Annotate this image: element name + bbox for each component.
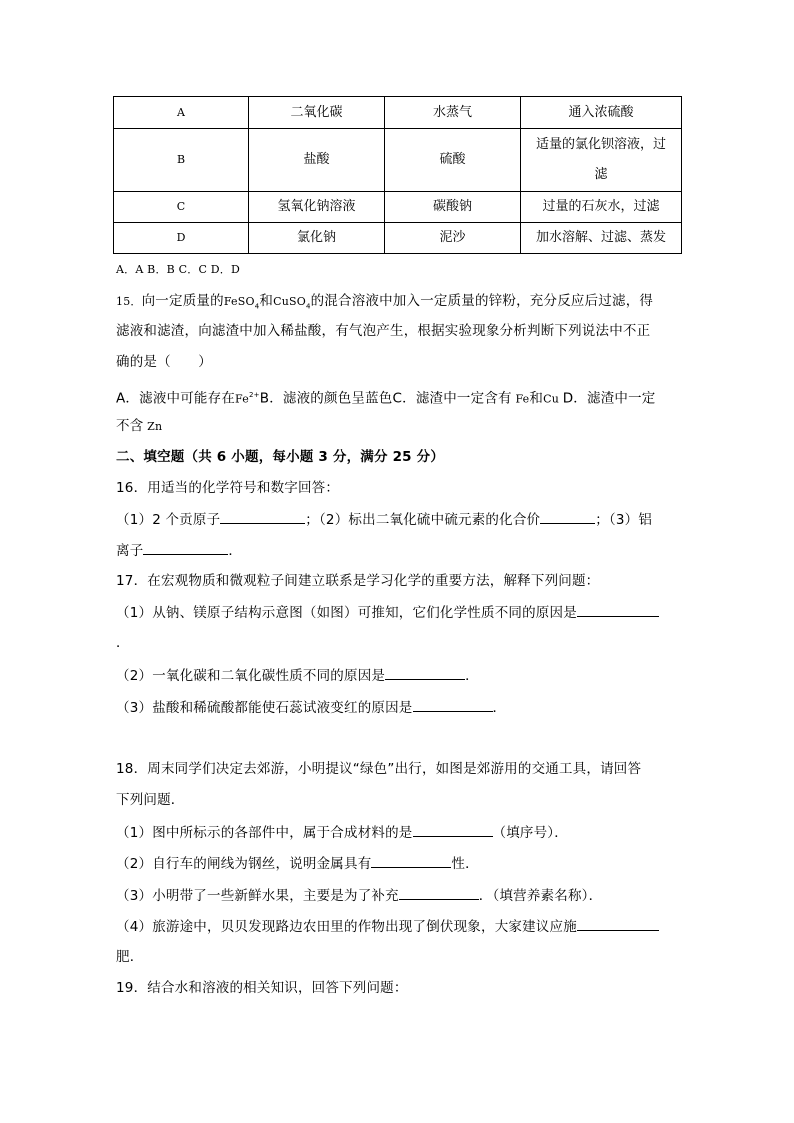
section-heading: 二、填空题（共 6 小题，每小题 3 分，满分 25 分） <box>116 449 445 465</box>
q15-options-line2 <box>116 416 162 437</box>
text: （1）2 个贡原子 <box>116 512 221 528</box>
q18-line4 <box>116 916 659 937</box>
method-line: 适量的氯化钡溶液，过 <box>535 137 666 152</box>
table-row <box>114 192 682 223</box>
q16-line1 <box>116 509 652 530</box>
text: ． <box>465 668 479 684</box>
answer-blank[interactable] <box>540 509 595 524</box>
substance-cell: 氢氧化钠溶液 <box>249 192 385 223</box>
row-label: B <box>114 129 249 192</box>
q15-stem-line1 <box>116 291 653 317</box>
answer-blank[interactable] <box>577 602 659 617</box>
q15-stem-line3: 确的是（ ） <box>116 354 212 370</box>
text: （2）一氧化碳和二氧化碳性质不同的原因是 <box>116 668 386 684</box>
substance-cell: 氯化钠 <box>249 223 385 254</box>
options-table <box>113 96 682 254</box>
text: ． <box>492 700 507 716</box>
answer-blank[interactable] <box>220 509 305 524</box>
answer-blank[interactable] <box>577 916 659 931</box>
substance-cell: 二氧化碳 <box>249 97 385 129</box>
row-label: C <box>114 192 249 223</box>
q17-line3 <box>116 697 506 718</box>
subscript: 4 <box>254 302 260 311</box>
impurity-cell: 水蒸气 <box>385 97 521 129</box>
impurity-cell: 泥沙 <box>385 223 521 254</box>
q17-line2 <box>116 665 479 686</box>
text: 性． <box>451 856 479 872</box>
q16-line2 <box>116 540 242 561</box>
q18-line2 <box>116 853 479 874</box>
answer-blank[interactable] <box>413 697 493 712</box>
formula: CuSO <box>273 295 306 308</box>
text: （填序号）． <box>492 825 568 841</box>
table-row <box>114 97 682 129</box>
text: （1）从钠、镁原子结构示意图（如图）可推知，它们化学性质不同的原因是 <box>116 605 577 621</box>
formula: Zn <box>147 420 163 433</box>
table-row <box>114 223 682 254</box>
text: 不含 <box>116 418 144 434</box>
option-d: D．滤渣中一定 <box>562 390 656 407</box>
method-cell: 过量的石灰水，过滤 <box>521 192 682 223</box>
q14-options: A．A B．B C．C D．D <box>116 263 241 276</box>
q15-stem-line2: 滤液和滤渣，向滤渣中加入稀盐酸，有气泡产生，根据实验现象分析判断下列说法中不正 <box>116 323 651 339</box>
impurity-cell: 碳酸钠 <box>385 192 521 223</box>
answer-blank[interactable] <box>143 540 228 555</box>
formula: Fe <box>515 392 530 406</box>
option-a: A．滤液中可能存在 <box>116 390 236 407</box>
impurity-cell: 硫酸 <box>385 129 521 192</box>
q18-line1 <box>116 822 568 843</box>
answer-blank[interactable] <box>371 853 451 868</box>
text: 向一定质量的 <box>141 293 224 309</box>
substance-cell: 盐酸 <box>249 129 385 192</box>
subscript: 4 <box>305 302 311 311</box>
q18-stem-line2: 下列问题． <box>116 792 185 808</box>
q16-stem: 16．用适当的化学符号和数字回答： <box>116 480 340 496</box>
method-cell: 加水溶解、过滤、蒸发 <box>521 223 682 254</box>
q18-stem-line1: 18．周末同学们决定去郊游，小明提议“绿色”出行，如图是郊游用的交通工具，请回答 <box>116 761 642 777</box>
q17-line1 <box>116 602 659 623</box>
text: 和 <box>259 293 274 309</box>
row-label: A <box>114 97 249 129</box>
text: 的混合溶液中加入一定质量的锌粉，充分反应后过滤，得 <box>310 293 654 309</box>
method-line: 滤 <box>594 167 608 182</box>
q18-line3 <box>116 885 602 906</box>
text: （4）旅游途中，贝贝发现路边农田里的作物出现了倒伏现象，大家建议应施 <box>116 919 577 935</box>
answer-blank[interactable] <box>385 665 465 680</box>
text: （3）盐酸和稀硫酸都能使石蕊试液变红的原因是 <box>116 700 413 716</box>
text: 和 <box>529 390 544 407</box>
q19-stem: 19．结合水和溶液的相关知识，回答下列问题： <box>116 980 408 996</box>
text: 离子 <box>116 543 144 559</box>
q17-line1-end: ． <box>116 635 130 651</box>
method-cell <box>521 129 682 192</box>
answer-blank[interactable] <box>413 822 493 837</box>
q15-options-line1 <box>116 385 656 410</box>
answer-blank[interactable] <box>399 885 479 900</box>
q18-line4-end: 肥． <box>116 949 144 965</box>
superscript: 2+ <box>249 391 260 399</box>
formula: Fe <box>235 392 249 406</box>
text: （2）自行车的闸线为钢丝，说明金属具有 <box>116 856 372 872</box>
option-c: C．滤渣中一定含有 <box>392 390 512 407</box>
text: ；（3）铝 <box>595 512 653 528</box>
table-row <box>114 129 682 192</box>
text: ．（填营养素名称）． <box>478 888 603 904</box>
question-number: 15． <box>116 295 142 308</box>
text: ． <box>228 543 243 559</box>
q17-stem: 17．在宏观物质和微观粒子间建立联系是学习化学的重要方法，解释下列问题： <box>116 573 600 589</box>
row-label: D <box>114 223 249 254</box>
text: （1）图中所标示的各部件中，属于合成材料的是 <box>116 825 413 841</box>
option-b: B．滤液的颜色呈蓝色 <box>259 390 393 407</box>
text: （3）小明带了一些新鲜水果，主要是为了补充 <box>116 888 399 904</box>
text: ；（2）标出二氧化硫中硫元素的化合价 <box>305 512 541 528</box>
formula: Cu <box>543 392 559 406</box>
method-cell: 通入浓硫酸 <box>521 97 682 129</box>
formula: FeSO <box>223 295 255 308</box>
